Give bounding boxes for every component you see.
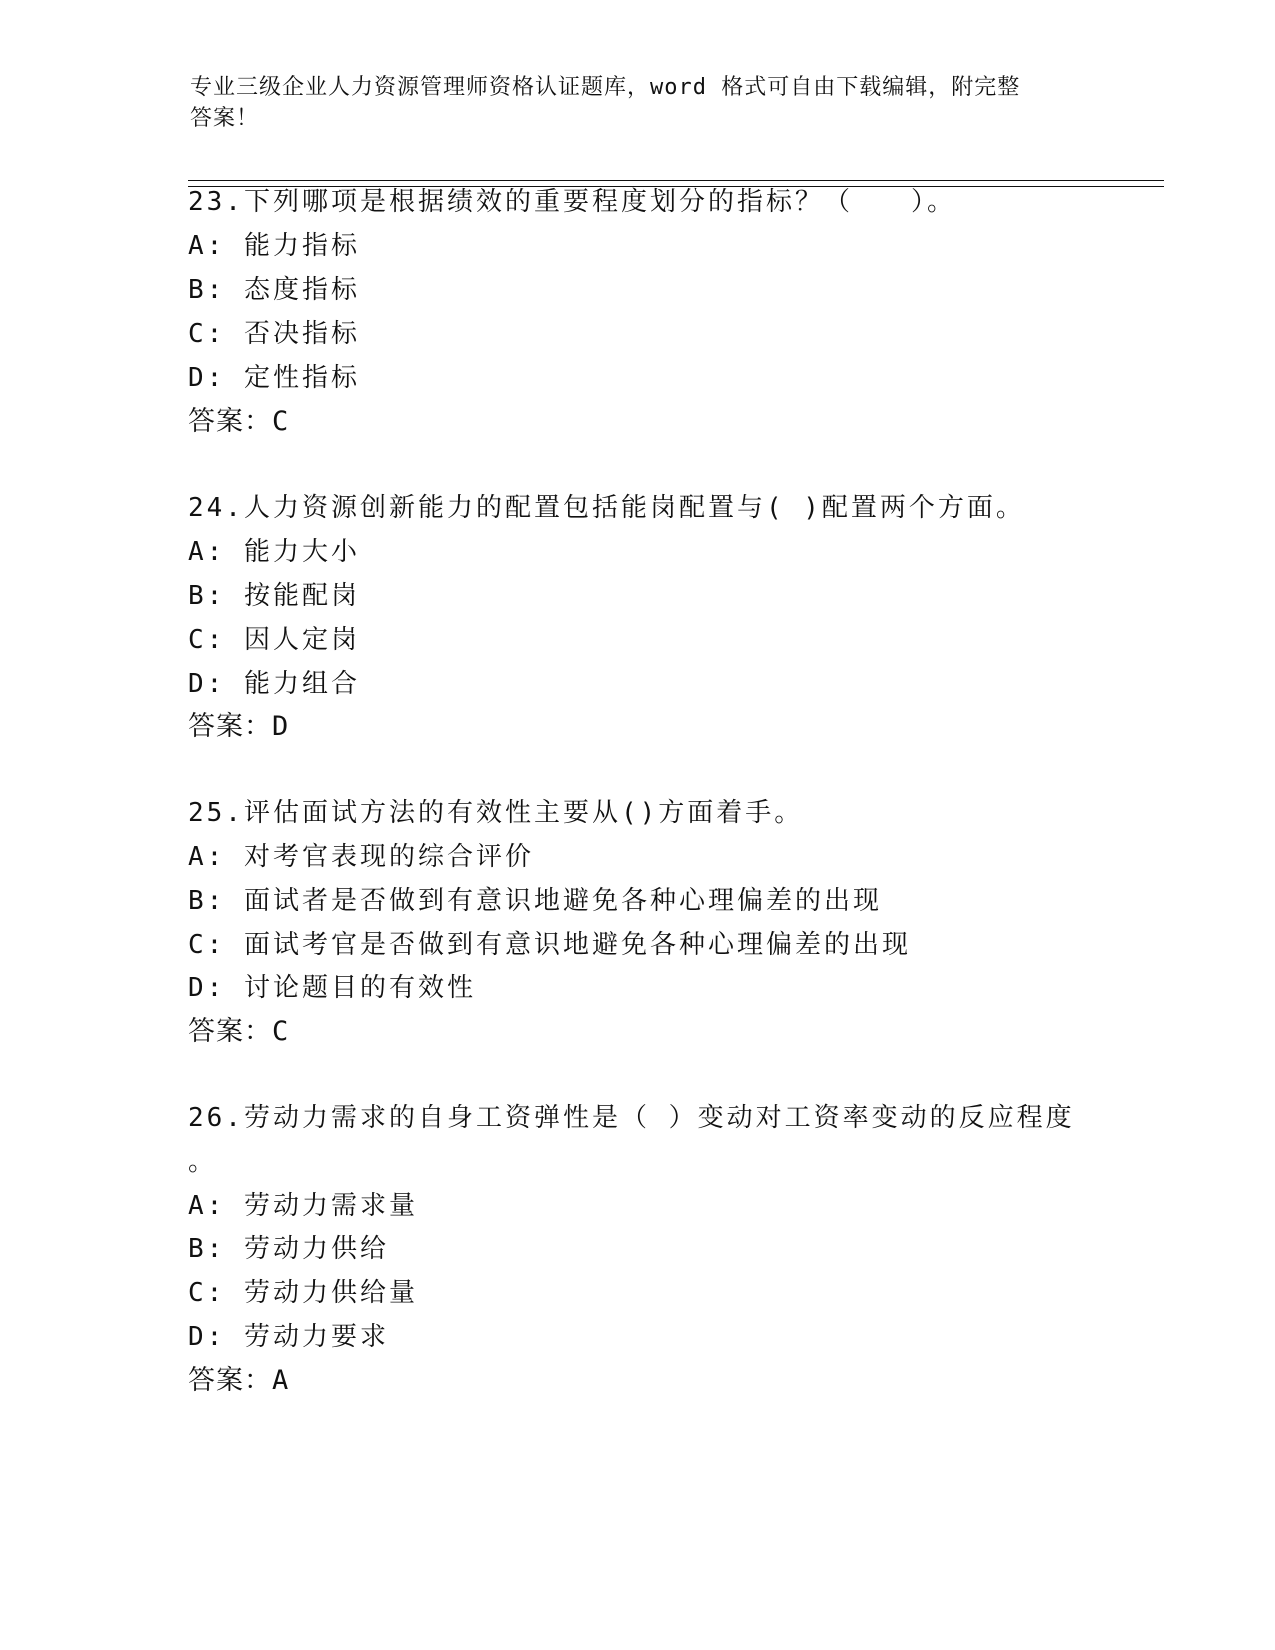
answer-line: 答案：D [188,711,290,742]
option-a: A: 能力指标 [188,231,360,261]
question-stem: 23.下列哪项是根据绩效的重要程度划分的指标？（ ）。 [188,187,956,217]
header-line-1: 专业三级企业人力资源管理师资格认证题库，word 格式可自由下载编辑，附完整 [190,75,1021,100]
question-stem: 24.人力资源创新能力的配置包括能岗配置与( )配置两个方面。 [188,493,1025,523]
option-c: C: 否决指标 [188,319,360,349]
option-b: B: 面试者是否做到有意识地避免各种心理偏差的出现 [188,886,882,916]
option-a: A: 能力大小 [188,537,360,567]
option-b: B: 态度指标 [188,275,360,305]
option-c: C: 因人定岗 [188,625,360,655]
option-b: B: 按能配岗 [188,581,360,611]
option-d: D: 劳动力要求 [188,1322,389,1352]
option-d: D: 能力组合 [188,669,360,699]
option-b: B: 劳动力供给 [188,1234,389,1264]
document-header [190,72,1090,134]
question-stem: 26.劳动力需求的自身工资弹性是（ ）变动对工资率变动的反应程度 [188,1103,1075,1133]
option-c: C: 劳动力供给量 [188,1278,418,1308]
answer-line: 答案：C [188,406,290,437]
option-a: A: 劳动力需求量 [188,1191,418,1221]
header-divider-top [188,180,1164,181]
header-line-2: 答案！ [190,106,260,131]
answer-line: 答案：C [188,1016,290,1047]
option-a: A: 对考官表现的综合评价 [188,842,534,872]
option-d: D: 讨论题目的有效性 [188,973,476,1003]
answer-line: 答案：A [188,1365,290,1396]
question-stem-continuation: 。 [188,1147,218,1177]
option-d: D: 定性指标 [188,363,360,393]
option-c: C: 面试考官是否做到有意识地避免各种心理偏差的出现 [188,930,911,960]
question-stem: 25.评估面试方法的有效性主要从()方面着手。 [188,798,804,828]
